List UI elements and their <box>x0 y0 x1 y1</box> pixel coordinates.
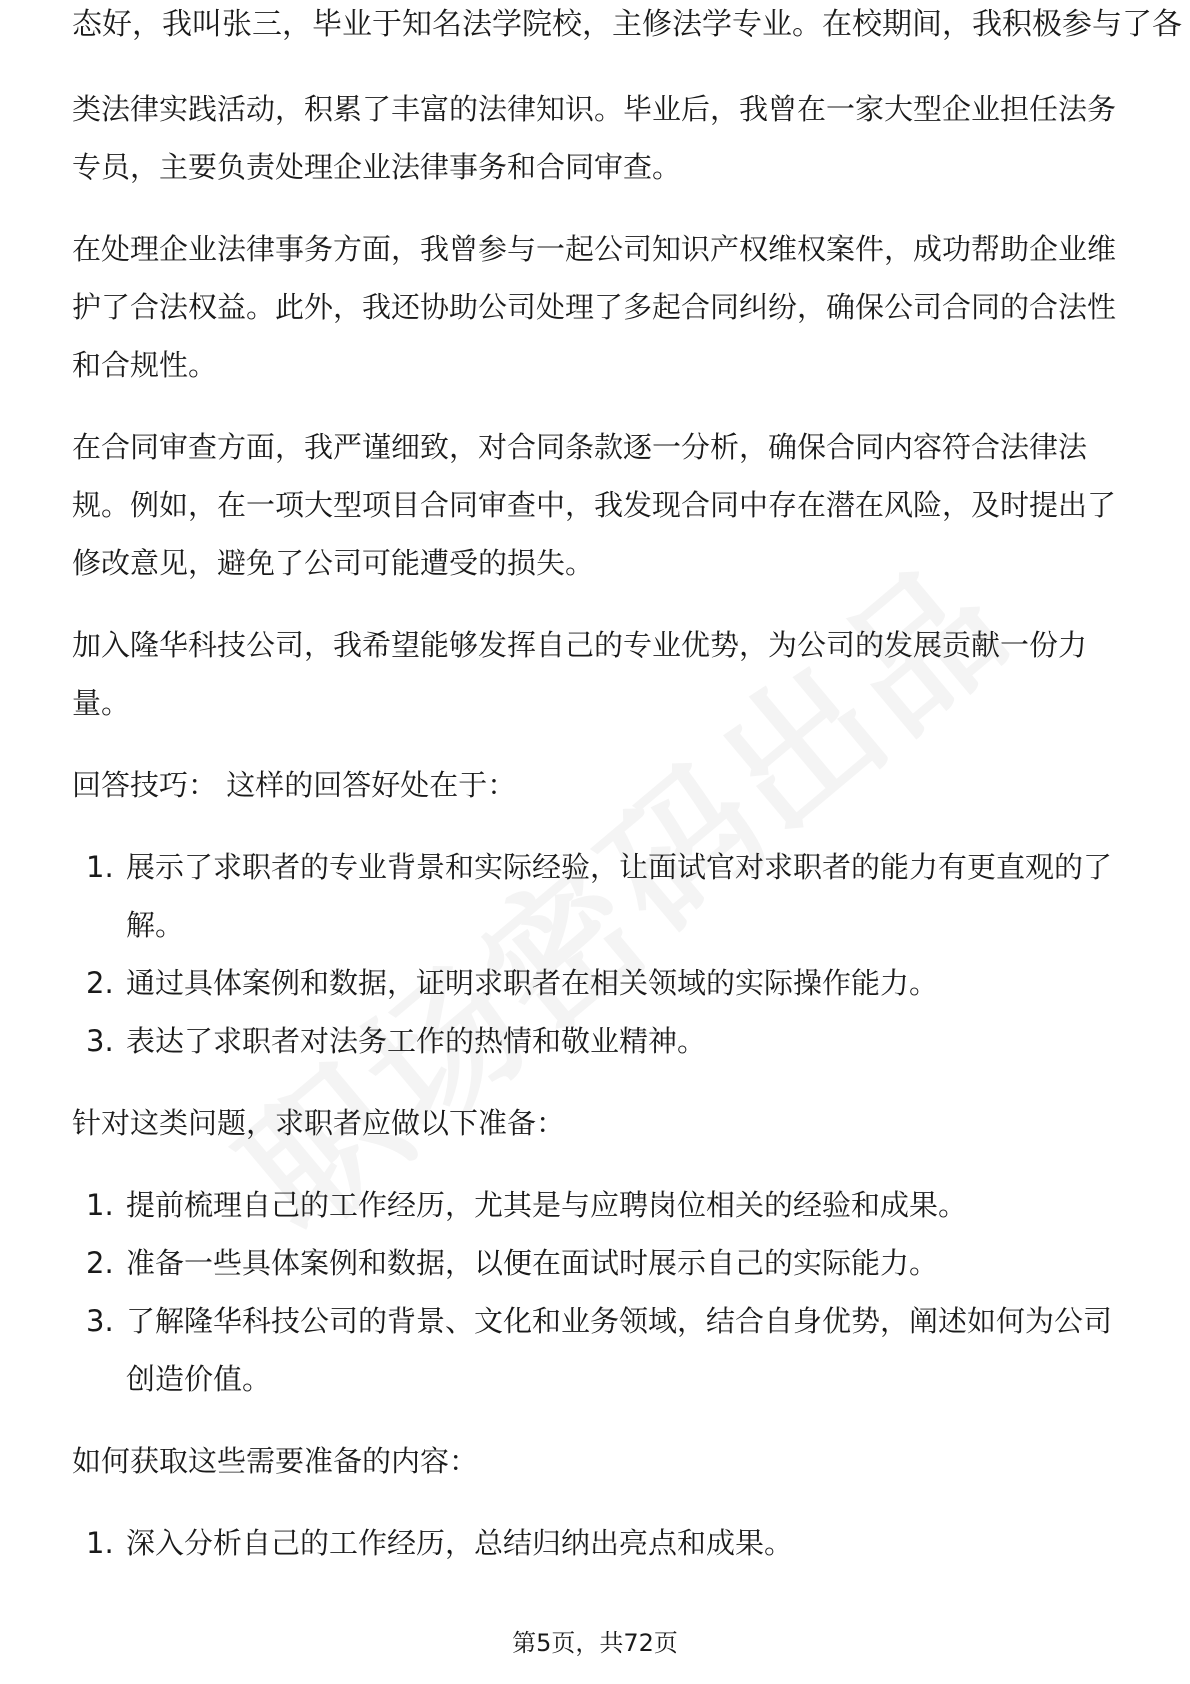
list-number: 2. <box>86 1246 114 1280</box>
list-number: 2. <box>86 966 114 1000</box>
list-item <box>72 1176 1118 1234</box>
tips-heading: 回答技巧： 这样的回答好处在于： <box>72 768 517 802</box>
list-item <box>72 1292 1118 1408</box>
paragraph-1: 类法律实践活动，积累了丰富的法律知识。毕业后，我曾在一家大型企业担任法务专员，主要负责处理企业法律事务和合同审查。 <box>72 92 1117 184</box>
list-item <box>72 1234 1118 1292</box>
list-text: 了解隆华科技公司的背景、文化和业务领域，结合自身优势，阐述如何为公司创造价值。 <box>126 1304 1113 1396</box>
prep-list <box>72 1176 1118 1408</box>
cut-off-text: 态好，我叫张三，毕业于知名法学院校，主修法学专业。在校期间，我积极参与了各 <box>72 7 1182 42</box>
list-text: 展示了求职者的专业背景和实际经验，让面试官对求职者的能力有更直观的了解。 <box>126 850 1113 942</box>
list-number: 1. <box>86 1526 114 1560</box>
list-number: 1. <box>86 1188 114 1222</box>
obtain-heading: 如何获取这些需要准备的内容： <box>72 1444 479 1478</box>
list-text: 表达了求职者对法务工作的热情和敬业精神。 <box>126 1024 707 1058</box>
paragraph-4: 加入隆华科技公司，我希望能够发挥自己的专业优势，为公司的发展贡献一份力量。 <box>72 628 1088 720</box>
page-footer: 第5页，共72页 <box>512 1629 678 1657</box>
list-text: 深入分析自己的工作经历，总结归纳出亮点和成果。 <box>126 1526 794 1560</box>
cut-off-line <box>72 7 1182 56</box>
list-text: 提前梳理自己的工作经历，尤其是与应聘岗位相关的经验和成果。 <box>126 1188 968 1222</box>
list-item <box>72 954 1118 1012</box>
tips-list <box>72 838 1118 1070</box>
paragraph-2: 在处理企业法律事务方面，我曾参与一起公司知识产权维权案件，成功帮助企业维护了合法权益。此外，我还协助公司处理了多起合同纠纷，确保公司合同的合法性和合规性。 <box>72 232 1117 382</box>
paragraph-3: 在合同审查方面，我严谨细致，对合同条款逐一分析，确保合同内容符合法律法规。例如，在一项大型项目合同审查中，我发现合同中存在潜在风险，及时提出了修改意见，避免了公司可能遭受的损失。 <box>72 430 1117 580</box>
list-item <box>72 1012 1118 1070</box>
list-number: 3. <box>86 1024 114 1058</box>
list-item <box>72 838 1118 954</box>
list-number: 3. <box>86 1304 114 1338</box>
prep-heading: 针对这类问题，求职者应做以下准备： <box>72 1106 566 1140</box>
list-text: 通过具体案例和数据，证明求职者在相关领域的实际操作能力。 <box>126 966 939 1000</box>
list-text: 准备一些具体案例和数据，以便在面试时展示自己的实际能力。 <box>126 1246 939 1280</box>
document-content <box>72 80 1118 1596</box>
list-number: 1. <box>86 850 114 884</box>
obtain-list <box>72 1514 1118 1572</box>
list-item <box>72 1514 1118 1572</box>
